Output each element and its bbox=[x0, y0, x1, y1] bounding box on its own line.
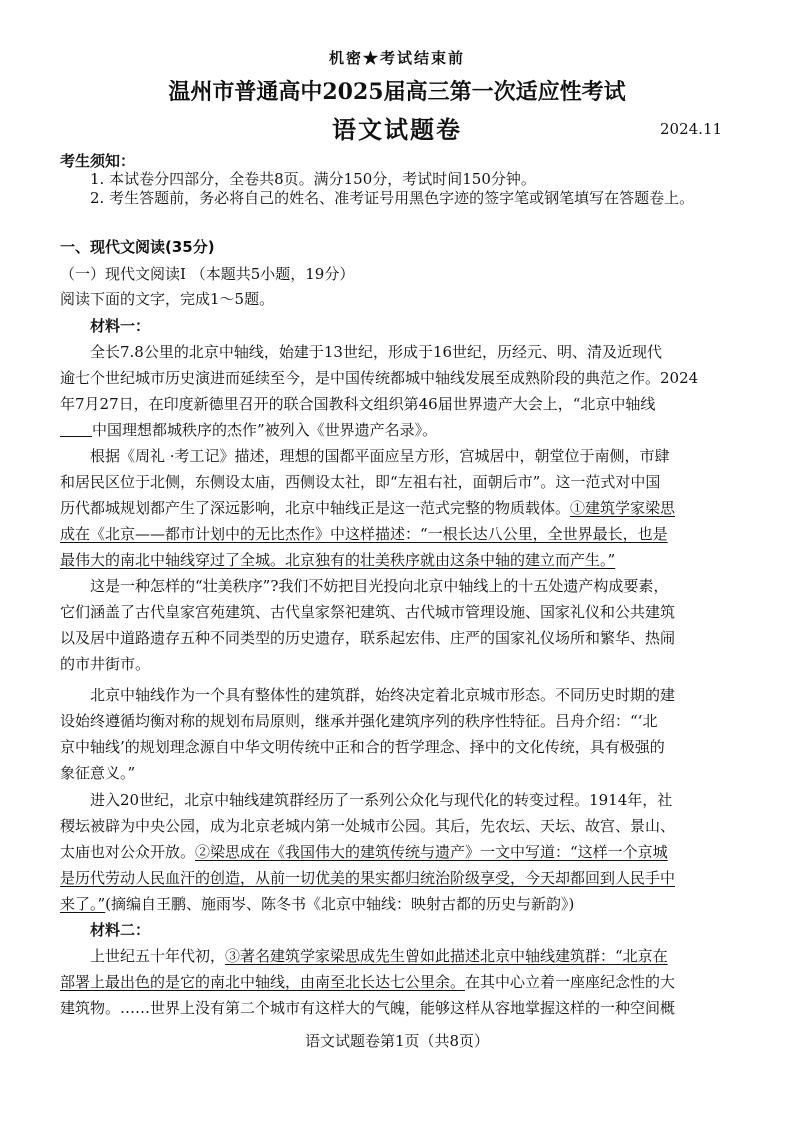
paragraph-line: 进入20世纪，北京中轴线建筑群经历了一系列公众化与现代化的转变过程。1914年，社 bbox=[90, 791, 673, 809]
paragraph-line: 根据《周礼 ·考工记》描述，理想的国都平面应呈方形，宫城居中，朝堂位于南侧，市肆 bbox=[90, 447, 670, 465]
section-subheading: （一）现代文阅读Ⅰ （本题共5小题，19分） bbox=[60, 265, 355, 283]
paragraph-line: 它们涵盖了古代皇家宫苑建筑、古代皇家祭祀建筑、古代城市管理设施、国家礼仪和公共建筑 bbox=[60, 603, 676, 621]
source-citation: (摘编自王鹏、施雨岑、陈冬书《北京中轴线：映射古都的历史与新韵》) bbox=[105, 895, 575, 913]
paragraph-line: 来了。”(摘编自王鹏、施雨岑、陈冬书《北京中轴线：映射古都的历史与新韵》) bbox=[60, 895, 575, 913]
paragraph-line: 部署上最出色的是它的南北中轴线，由南至北长达七公里余。在其中心立着一座座纪念性的大 bbox=[60, 973, 676, 991]
section-heading: 一、现代文阅读(35分) bbox=[60, 238, 215, 256]
exam-date: 2024.11 bbox=[660, 120, 723, 138]
underlined-quote-2: ②梁思成在《我国伟大的建筑传统与遗产》一文中写道：“这样一个京城 bbox=[195, 843, 668, 861]
answer-blank bbox=[60, 422, 92, 437]
paragraph-line: 历代都城规划都产生了深远影响，北京中轴线正是这一范式完整的物质载体。①建筑学家梁思 bbox=[60, 499, 676, 517]
paragraph-line: 建筑物。……世界上没有第二个城市有这样大的气魄，能够这样从容地掌握这样的一种空间概 bbox=[60, 999, 676, 1017]
page-footer: 语文试题卷第1页（共8页） bbox=[304, 1032, 490, 1050]
notice-item-1: 1. 本试卷分四部分，全卷共8页。满分150分，考试时间150分钟。 bbox=[90, 170, 536, 188]
material-2-heading: 材料二： bbox=[90, 921, 151, 939]
confidential-label: 机密★考试结束前 bbox=[328, 49, 465, 67]
paragraph-line: 以及居中道路遗存五种不同类型的历史遗存，联系起宏伟、庄严的国家礼仪场所和繁华、热闹 bbox=[60, 629, 676, 647]
paragraph-line: 这是一种怎样的“壮美秩序”?我们不妨把目光投向北京中轴线上的十五处遗产构成要素， bbox=[90, 577, 669, 595]
paragraph-line: 逾七个世纪城市历史演进而延续至今，是中国传统都城中轴线发展至成熟阶段的典范之作。2024 bbox=[60, 369, 699, 387]
underlined-line: 是历代劳动人民血汗的创造，从前一切优美的果实都归统治阶级享受，今天却都回到人民手中 bbox=[60, 869, 676, 887]
paragraph-line: 象征意义。” bbox=[60, 764, 136, 782]
notice-item-2: 2. 考生答题前，务必将自己的姓名、准考证号用黑色字迹的签字笔或钢笔填写在答题卷上。 bbox=[90, 189, 695, 207]
exam-subtitle: 语文试题卷 bbox=[332, 115, 462, 144]
paragraph-line: 稷坛被辟为中央公园，成为北京老城内第一处城市公园。其后，先农坛、天坛、故宫、景山、 bbox=[60, 817, 676, 835]
paragraph-line: 全长7.8公里的北京中轴线，始建于13世纪，形成于16世纪，历经元、明、清及近现代 bbox=[90, 343, 663, 361]
underlined-quote-1: ①建筑学家梁思 bbox=[570, 499, 676, 517]
paragraph-line: 和居民区位于北侧，东侧设太庙，西侧设太社，即“左祖右社，面朝后市”。这一范式对中国 bbox=[60, 473, 661, 491]
underlined-line: 最伟大的南北中轴线穿过了全城。北京独有的壮美秩序就由这条中轴的建立而产生。” bbox=[60, 551, 616, 569]
paragraph-line: 中国理想都城秩序的杰作”被列入《世界遗产名录》。 bbox=[60, 419, 734, 441]
paragraph-line: 设始终遵循均衡对称的规划布局原则，继承并强化建筑序列的秩序性特征。吕舟介绍：“‘北 bbox=[60, 712, 658, 730]
underlined-quote-3: ③著名建筑学家梁思成先生曾如此描述北京中轴线建筑群：“北京在 bbox=[225, 947, 668, 965]
paragraph-line: 北京中轴线作为一个具有整体性的建筑群，始终决定着北京城市形态。不同历史时期的建 bbox=[90, 686, 676, 704]
material-1-heading: 材料一： bbox=[90, 317, 151, 335]
paragraph-line: 京中轴线’的规划理念源自中华文明传统中正和合的哲学理念、择中的文化传统，具有极强的 bbox=[60, 738, 665, 756]
paragraph-line: 上世纪五十年代初，③著名建筑学家梁思成先生曾如此描述北京中轴线建筑群：“北京在 bbox=[90, 947, 668, 965]
exam-title: 温州市普通高中2025届高三第一次适应性考试 bbox=[168, 79, 626, 105]
underlined-line: 成在《北京——都市计划中的无比杰作》中这样描述：“一根长达八公里，全世界最长，也是 bbox=[60, 525, 668, 543]
paragraph-line: 年7月27日，在印度新德里召开的联合国教科文组织第46届世界遗产大会上，“北京中轴线 bbox=[60, 395, 656, 413]
paragraph-line: 的市井街市。 bbox=[60, 655, 151, 673]
notice-heading: 考生须知： bbox=[60, 152, 136, 170]
paragraph-line: 太庙也对公众开放。②梁思成在《我国伟大的建筑传统与遗产》一文中写道：“这样一个京城 bbox=[60, 843, 668, 861]
section-instruction: 阅读下面的文字，完成1～5题。 bbox=[60, 290, 275, 308]
